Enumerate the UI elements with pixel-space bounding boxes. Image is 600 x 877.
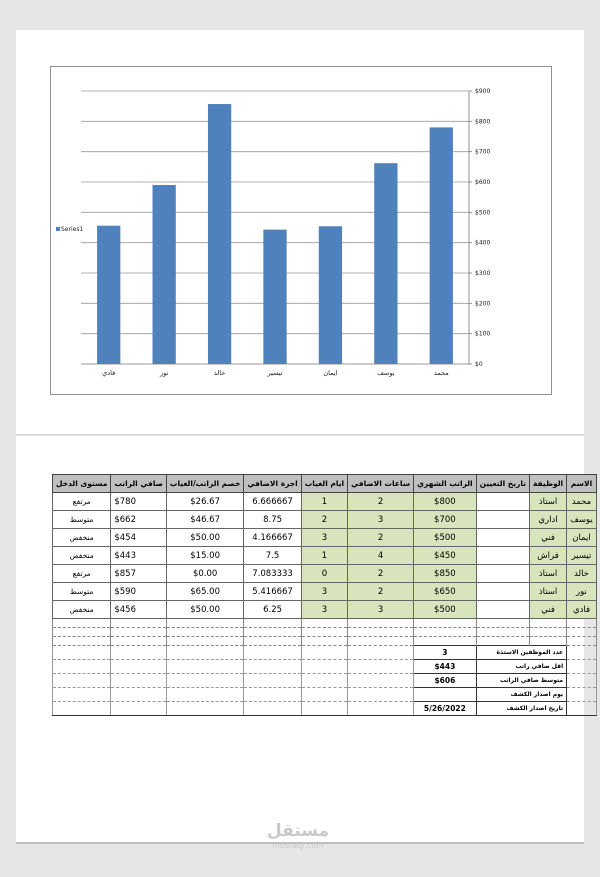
empty-cell[interactable] — [244, 628, 301, 637]
empty-cell[interactable] — [244, 637, 301, 646]
empty-cell[interactable] — [244, 619, 301, 628]
y-tick-label: $700 — [475, 148, 491, 156]
column-header[interactable]: ساعات الاضافي — [348, 475, 414, 493]
empty-cell[interactable] — [53, 619, 111, 628]
cell[interactable]: يوسف — [567, 511, 597, 529]
cell[interactable]: 2 — [348, 583, 414, 601]
cell[interactable] — [476, 511, 529, 529]
empty-cell[interactable] — [166, 674, 243, 688]
empty-cell[interactable] — [348, 688, 414, 702]
empty-cell[interactable] — [244, 646, 301, 660]
summary-value[interactable]: 5/26/2022 — [414, 702, 477, 716]
cell[interactable]: $500 — [414, 529, 477, 547]
salary-table — [52, 474, 597, 716]
empty-cell[interactable] — [53, 688, 111, 702]
empty-row — [53, 619, 597, 628]
table-row — [53, 583, 597, 601]
empty-cell[interactable] — [476, 628, 529, 637]
cell[interactable]: استاذ — [529, 583, 566, 601]
cell[interactable]: 1 — [301, 493, 347, 511]
cell[interactable]: نور — [567, 583, 597, 601]
summary-label[interactable]: تاريخ اصدار الكشف — [476, 702, 567, 716]
empty-cell[interactable] — [166, 660, 243, 674]
cell[interactable]: متوسط — [53, 511, 111, 529]
cell[interactable]: $500 — [414, 601, 477, 619]
cell[interactable] — [476, 493, 529, 511]
bar — [319, 226, 342, 364]
empty-cell[interactable] — [111, 637, 167, 646]
empty-cell[interactable] — [166, 628, 243, 637]
bar-chart[interactable] — [50, 66, 552, 395]
chart-canvas — [51, 67, 551, 394]
summary-row — [53, 646, 597, 660]
cell[interactable]: استاذ — [529, 493, 566, 511]
empty-cell[interactable] — [53, 646, 111, 660]
bar — [153, 185, 176, 364]
cell[interactable]: $50.00 — [166, 601, 243, 619]
worksheet-page-chart — [16, 30, 584, 435]
cell[interactable]: منخفض — [53, 529, 111, 547]
empty-cell[interactable] — [348, 619, 414, 628]
cell[interactable]: ايمان — [567, 529, 597, 547]
cell[interactable]: 2 — [348, 565, 414, 583]
empty-row — [53, 637, 597, 646]
empty-cell[interactable] — [567, 674, 597, 688]
y-tick-label: $300 — [475, 270, 491, 277]
cell[interactable]: فني — [529, 529, 566, 547]
cell[interactable]: مرتفع — [53, 493, 111, 511]
cell[interactable]: $850 — [414, 565, 477, 583]
empty-cell[interactable] — [166, 702, 243, 716]
empty-cell[interactable] — [244, 688, 301, 702]
empty-cell[interactable] — [166, 637, 243, 646]
cell[interactable]: منخفض — [53, 547, 111, 565]
table-row — [53, 511, 597, 529]
cell[interactable]: 3 — [348, 601, 414, 619]
cell[interactable]: $450 — [414, 547, 477, 565]
empty-cell[interactable] — [348, 674, 414, 688]
x-tick-label: فادي — [102, 369, 116, 377]
cell[interactable]: تيسير — [567, 547, 597, 565]
empty-cell[interactable] — [166, 646, 243, 660]
cell[interactable]: $443 — [111, 547, 167, 565]
empty-cell[interactable] — [111, 619, 167, 628]
empty-row — [53, 628, 597, 637]
empty-cell[interactable] — [301, 688, 347, 702]
empty-cell[interactable] — [476, 637, 529, 646]
y-tick-label: $600 — [475, 179, 491, 186]
empty-cell[interactable] — [301, 646, 347, 660]
bar — [374, 163, 397, 364]
column-header[interactable]: تاريخ التعيين — [476, 475, 529, 493]
empty-cell[interactable] — [53, 637, 111, 646]
empty-cell[interactable] — [301, 637, 347, 646]
summary-value[interactable]: $606 — [414, 674, 477, 688]
cell[interactable]: $857 — [111, 565, 167, 583]
summary-value[interactable]: 3 — [414, 646, 477, 660]
bar — [97, 226, 120, 364]
empty-cell[interactable] — [567, 688, 597, 702]
table-row — [53, 547, 597, 565]
empty-cell[interactable] — [111, 660, 167, 674]
column-header[interactable]: الراتب الشهري — [414, 475, 477, 493]
column-header[interactable]: اجرة الاضافي — [244, 475, 301, 493]
cell[interactable]: محمد — [567, 493, 597, 511]
cell[interactable]: مرتفع — [53, 565, 111, 583]
y-tick-label: $200 — [475, 300, 491, 308]
empty-cell[interactable] — [111, 702, 167, 716]
cell[interactable]: فراش — [529, 547, 566, 565]
empty-cell[interactable] — [348, 628, 414, 637]
cell[interactable]: 4.166667 — [244, 529, 301, 547]
empty-cell[interactable] — [414, 637, 477, 646]
y-tick-label: $500 — [475, 209, 491, 217]
cell[interactable]: 5.416667 — [244, 583, 301, 601]
empty-cell[interactable] — [244, 660, 301, 674]
cell[interactable]: $46.67 — [166, 511, 243, 529]
empty-cell[interactable] — [414, 619, 477, 628]
cell[interactable]: فني — [529, 601, 566, 619]
cell[interactable]: 7.5 — [244, 547, 301, 565]
summary-value[interactable] — [414, 688, 477, 702]
y-tick-label: $800 — [475, 118, 491, 126]
legend-entry: Series1 — [61, 226, 84, 233]
cell[interactable]: متوسط — [53, 583, 111, 601]
cell[interactable]: $456 — [111, 601, 167, 619]
empty-cell[interactable] — [348, 660, 414, 674]
cell[interactable]: $780 — [111, 493, 167, 511]
column-header[interactable]: مستوى الدخل — [53, 475, 111, 493]
watermark-url: mostaql.com — [272, 841, 324, 850]
empty-cell[interactable] — [567, 660, 597, 674]
empty-cell[interactable] — [476, 619, 529, 628]
cell[interactable]: $590 — [111, 583, 167, 601]
empty-cell[interactable] — [301, 619, 347, 628]
watermark — [258, 822, 338, 850]
x-tick-label: محمد — [433, 369, 449, 377]
cell[interactable] — [476, 601, 529, 619]
empty-cell[interactable] — [301, 628, 347, 637]
table-row — [53, 601, 597, 619]
bar — [430, 127, 453, 364]
empty-cell[interactable] — [567, 619, 597, 628]
cell[interactable] — [476, 583, 529, 601]
cell[interactable]: $800 — [414, 493, 477, 511]
empty-cell[interactable] — [111, 688, 167, 702]
summary-row — [53, 688, 597, 702]
empty-cell[interactable] — [53, 628, 111, 637]
y-tick-label: $0 — [475, 361, 483, 368]
summary-label[interactable]: متوسط صافي الراتب — [476, 674, 567, 688]
legend-swatch — [56, 227, 60, 231]
cell[interactable]: 3 — [301, 601, 347, 619]
cell[interactable]: 4 — [348, 547, 414, 565]
cell[interactable]: $454 — [111, 529, 167, 547]
cell[interactable]: $662 — [111, 511, 167, 529]
bar — [208, 104, 231, 364]
summary-row — [53, 674, 597, 688]
empty-cell[interactable] — [567, 628, 597, 637]
cell[interactable]: $650 — [414, 583, 477, 601]
cell[interactable]: 0 — [301, 565, 347, 583]
empty-cell[interactable] — [244, 674, 301, 688]
summary-row — [53, 702, 597, 716]
empty-cell[interactable] — [244, 702, 301, 716]
cell[interactable]: $65.00 — [166, 583, 243, 601]
empty-cell[interactable] — [529, 628, 566, 637]
summary-label[interactable]: يوم اصدار الكشف — [476, 688, 567, 702]
column-header[interactable]: ايام الغياب — [301, 475, 347, 493]
table-row — [53, 529, 597, 547]
empty-cell[interactable] — [414, 628, 477, 637]
cell[interactable]: $26.67 — [166, 493, 243, 511]
cell[interactable]: 7.083333 — [244, 565, 301, 583]
cell[interactable]: 1 — [301, 547, 347, 565]
cell[interactable]: $50.00 — [166, 529, 243, 547]
x-tick-label: ايمان — [323, 369, 338, 377]
cell[interactable]: $15.00 — [166, 547, 243, 565]
empty-cell[interactable] — [529, 637, 566, 646]
summary-label[interactable]: عدد الموظفين الاستذة — [476, 646, 567, 660]
empty-cell[interactable] — [53, 674, 111, 688]
column-header[interactable]: صافي الراتب — [111, 475, 167, 493]
cell[interactable]: 3 — [348, 511, 414, 529]
summary-row — [53, 660, 597, 674]
cell[interactable]: اداري — [529, 511, 566, 529]
cell[interactable]: فادي — [567, 601, 597, 619]
cell[interactable]: استاذ — [529, 565, 566, 583]
summary-label[interactable]: اقل صافي راتب — [476, 660, 567, 674]
empty-cell[interactable] — [529, 619, 566, 628]
column-header[interactable]: الاسم — [567, 475, 597, 493]
cell[interactable]: 8.75 — [244, 511, 301, 529]
y-tick-label: $900 — [475, 88, 491, 95]
cell[interactable] — [476, 565, 529, 583]
cell[interactable]: 2 — [301, 511, 347, 529]
y-tick-label: $100 — [475, 330, 491, 338]
cell[interactable]: خالد — [567, 565, 597, 583]
cell[interactable]: 2 — [348, 529, 414, 547]
empty-cell[interactable] — [348, 702, 414, 716]
x-tick-label: يوسف — [377, 369, 395, 377]
cell[interactable]: 6.666667 — [244, 493, 301, 511]
empty-cell[interactable] — [111, 628, 167, 637]
empty-cell[interactable] — [166, 619, 243, 628]
empty-cell[interactable] — [567, 637, 597, 646]
empty-cell[interactable] — [166, 688, 243, 702]
y-tick-label: $400 — [475, 239, 491, 247]
x-tick-label: نور — [159, 369, 169, 377]
worksheet-page-table — [16, 436, 593, 844]
empty-cell[interactable] — [301, 702, 347, 716]
empty-cell[interactable] — [567, 646, 597, 660]
empty-cell[interactable] — [301, 660, 347, 674]
x-tick-label: تيسير — [267, 369, 283, 377]
table-row — [53, 565, 597, 583]
column-header[interactable]: الوظيفة — [529, 475, 566, 493]
cell[interactable]: منخفض — [53, 601, 111, 619]
empty-cell[interactable] — [111, 646, 167, 660]
empty-cell[interactable] — [348, 646, 414, 660]
empty-cell[interactable] — [348, 637, 414, 646]
table-row — [53, 493, 597, 511]
cell[interactable] — [476, 529, 529, 547]
empty-cell[interactable] — [53, 702, 111, 716]
cell[interactable]: 2 — [348, 493, 414, 511]
column-header[interactable]: خصم الراتب/الغياب — [166, 475, 243, 493]
cell[interactable]: 3 — [301, 583, 347, 601]
bar — [263, 230, 286, 364]
empty-cell[interactable] — [53, 660, 111, 674]
watermark-logo: مستقل — [266, 821, 330, 841]
cell[interactable] — [476, 547, 529, 565]
cell[interactable]: 6.25 — [244, 601, 301, 619]
empty-cell[interactable] — [111, 674, 167, 688]
summary-value[interactable]: $443 — [414, 660, 477, 674]
cell[interactable]: $700 — [414, 511, 477, 529]
empty-cell[interactable] — [301, 674, 347, 688]
cell[interactable]: 3 — [301, 529, 347, 547]
cell[interactable]: $0.00 — [166, 565, 243, 583]
x-tick-label: خالد — [213, 369, 226, 377]
header-row — [53, 475, 597, 493]
empty-cell[interactable] — [567, 702, 597, 716]
